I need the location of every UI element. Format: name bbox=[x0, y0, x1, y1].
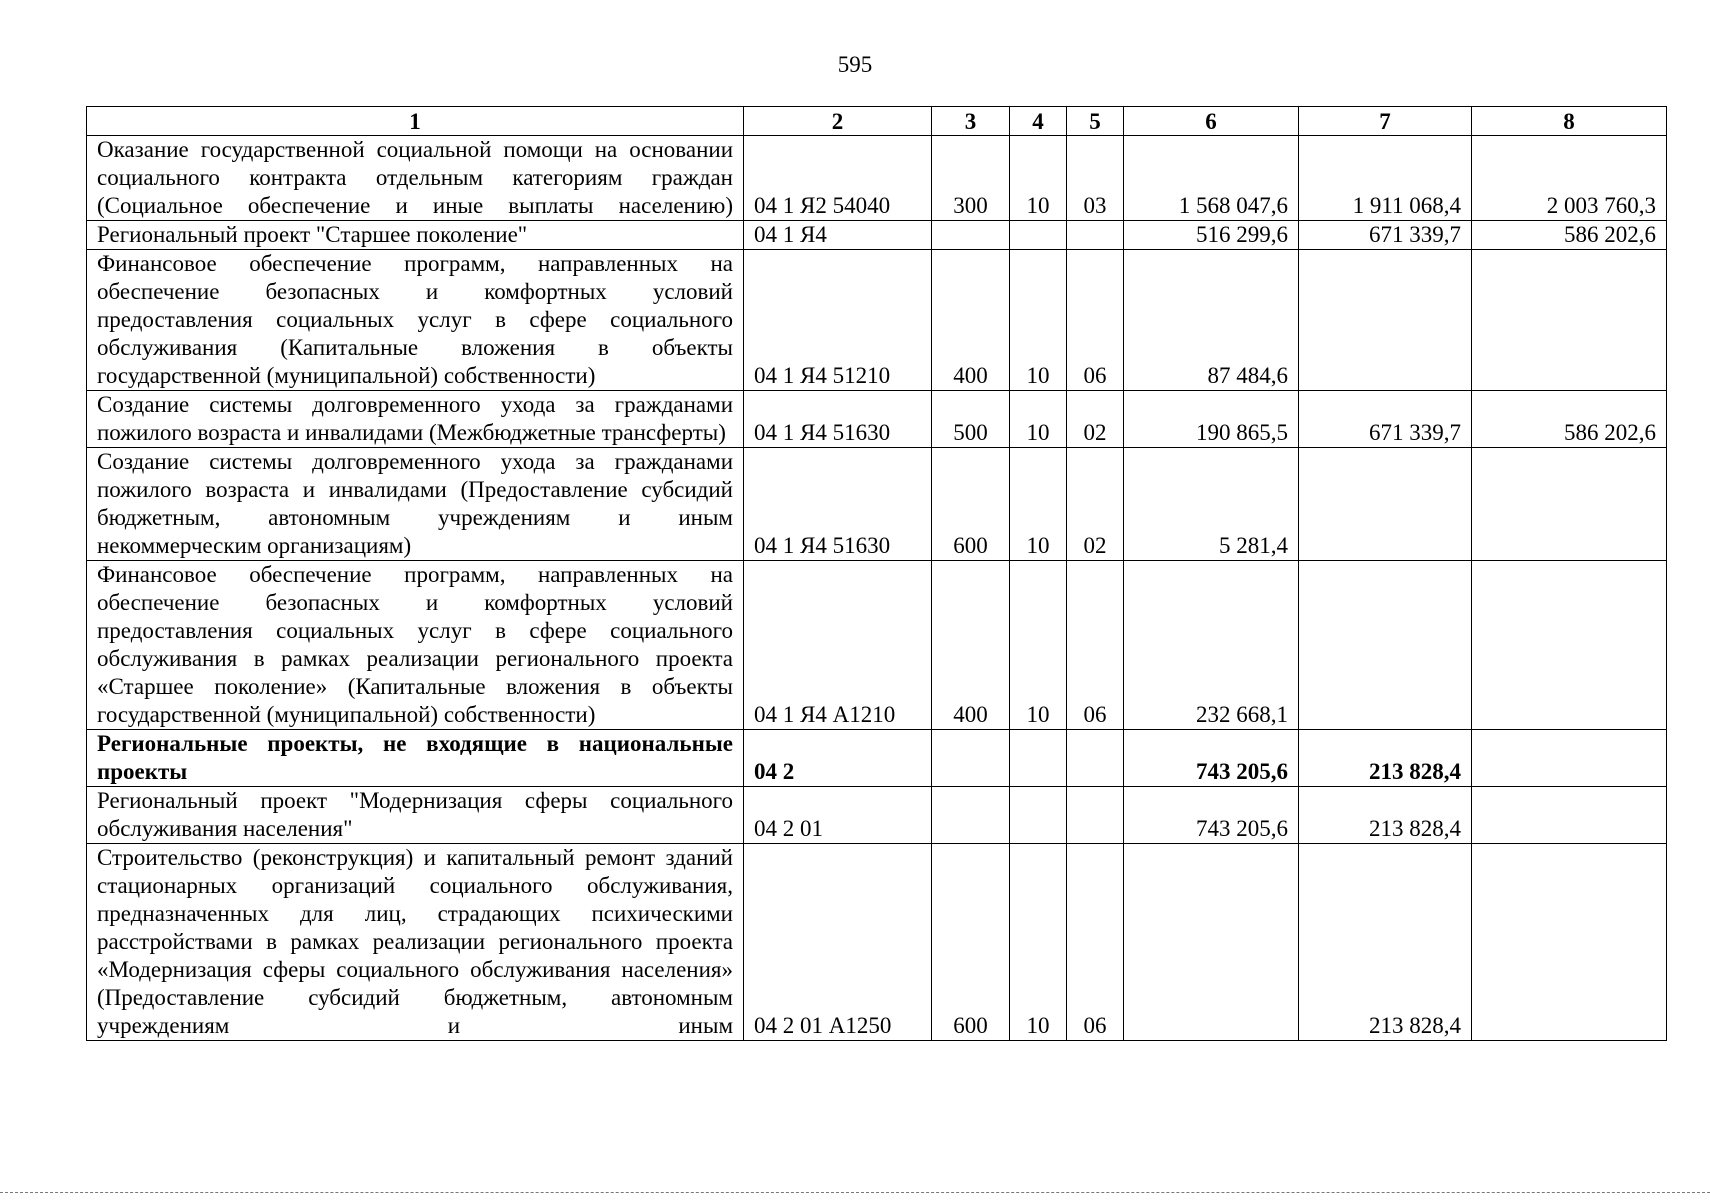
row-col-3: 400 bbox=[932, 250, 1010, 391]
row-col-7: 671 339,7 bbox=[1299, 221, 1472, 250]
row-col-7 bbox=[1299, 250, 1472, 391]
row-code: 04 1 Я4 51630 bbox=[744, 448, 932, 561]
row-col-3: 300 bbox=[932, 136, 1010, 221]
row-col-4: 10 bbox=[1010, 136, 1067, 221]
row-col-7: 1 911 068,4 bbox=[1299, 136, 1472, 221]
row-col-6 bbox=[1124, 844, 1299, 1041]
row-col-3 bbox=[932, 221, 1010, 250]
header-col-6: 6 bbox=[1124, 107, 1299, 136]
table-row bbox=[87, 136, 1667, 221]
table-row bbox=[87, 391, 1667, 448]
header-col-8: 8 bbox=[1472, 107, 1667, 136]
row-col-8: 2 003 760,3 bbox=[1472, 136, 1667, 221]
row-col-3: 500 bbox=[932, 391, 1010, 448]
row-code: 04 2 01 А1250 bbox=[744, 844, 932, 1041]
row-col-4: 10 bbox=[1010, 391, 1067, 448]
row-col-6: 743 205,6 bbox=[1124, 730, 1299, 787]
row-col-8 bbox=[1472, 844, 1667, 1041]
row-code: 04 1 Я4 bbox=[744, 221, 932, 250]
row-col-4 bbox=[1010, 221, 1067, 250]
row-col-4: 10 bbox=[1010, 250, 1067, 391]
row-col-5: 06 bbox=[1067, 844, 1124, 1041]
row-col-4: 10 bbox=[1010, 561, 1067, 730]
row-name: Оказание государственной социальной помощи на основании социального контракта отдельным категориям граждан (Социальное обеспечение и иные выплаты населению) bbox=[87, 136, 744, 221]
row-col-5: 02 bbox=[1067, 448, 1124, 561]
row-col-3 bbox=[932, 787, 1010, 844]
row-col-4 bbox=[1010, 730, 1067, 787]
row-col-4: 10 bbox=[1010, 844, 1067, 1041]
row-code: 04 1 Я4 А1210 bbox=[744, 561, 932, 730]
row-name: Создание системы долговременного ухода за гражданами пожилого возраста и инвалидами (Межбюджетные трансферты) bbox=[87, 391, 744, 448]
row-col-5 bbox=[1067, 730, 1124, 787]
row-col-7: 213 828,4 bbox=[1299, 787, 1472, 844]
row-col-4: 10 bbox=[1010, 448, 1067, 561]
row-col-5 bbox=[1067, 221, 1124, 250]
row-col-3 bbox=[932, 730, 1010, 787]
page-number: 595 bbox=[837, 52, 873, 77]
row-col-6: 516 299,6 bbox=[1124, 221, 1299, 250]
row-code: 04 1 Я4 51210 bbox=[744, 250, 932, 391]
row-col-3: 600 bbox=[932, 448, 1010, 561]
row-col-8: 586 202,6 bbox=[1472, 221, 1667, 250]
row-code: 04 2 01 bbox=[744, 787, 932, 844]
header-col-2: 2 bbox=[744, 107, 932, 136]
row-col-5: 06 bbox=[1067, 250, 1124, 391]
row-col-6: 743 205,6 bbox=[1124, 787, 1299, 844]
row-col-5: 02 bbox=[1067, 391, 1124, 448]
row-col-6: 5 281,4 bbox=[1124, 448, 1299, 561]
table-row bbox=[87, 250, 1667, 391]
row-col-8 bbox=[1472, 448, 1667, 561]
row-code: 04 2 bbox=[744, 730, 932, 787]
row-col-7: 213 828,4 bbox=[1299, 844, 1472, 1041]
row-name: Региональные проекты, не входящие в национальные проекты bbox=[87, 730, 744, 787]
row-col-6: 1 568 047,6 bbox=[1124, 136, 1299, 221]
row-col-6: 190 865,5 bbox=[1124, 391, 1299, 448]
row-col-5: 03 bbox=[1067, 136, 1124, 221]
header-col-1: 1 bbox=[87, 107, 744, 136]
row-col-7 bbox=[1299, 561, 1472, 730]
row-col-5 bbox=[1067, 787, 1124, 844]
row-code: 04 1 Я4 51630 bbox=[744, 391, 932, 448]
row-col-6: 232 668,1 bbox=[1124, 561, 1299, 730]
budget-table bbox=[86, 106, 1667, 1041]
row-name: Финансовое обеспечение программ, направленных на обеспечение безопасных и комфортных условий предоставления социальных услуг в сфере социального обслуживания (Капитальные вложения в объекты государственной (муниципальной) собственности) bbox=[87, 250, 744, 391]
row-col-8 bbox=[1472, 561, 1667, 730]
table-row bbox=[87, 844, 1667, 1041]
row-col-7: 213 828,4 bbox=[1299, 730, 1472, 787]
row-col-4 bbox=[1010, 787, 1067, 844]
row-name: Создание системы долговременного ухода за гражданами пожилого возраста и инвалидами (Предоставление субсидий бюджетным, автономным учреждениям и иным некоммерческим организациям) bbox=[87, 448, 744, 561]
row-col-5: 06 bbox=[1067, 561, 1124, 730]
row-name: Региональный проект "Старшее поколение" bbox=[87, 221, 744, 250]
table-row bbox=[87, 730, 1667, 787]
page-bottom-rule bbox=[0, 1192, 1710, 1193]
table-row bbox=[87, 561, 1667, 730]
row-col-8 bbox=[1472, 787, 1667, 844]
row-name: Региональный проект "Модернизация сферы социального обслуживания населения" bbox=[87, 787, 744, 844]
row-col-8: 586 202,6 bbox=[1472, 391, 1667, 448]
table-row bbox=[87, 787, 1667, 844]
row-col-3: 600 bbox=[932, 844, 1010, 1041]
header-col-4: 4 bbox=[1010, 107, 1067, 136]
header-col-7: 7 bbox=[1299, 107, 1472, 136]
row-col-7 bbox=[1299, 448, 1472, 561]
header-col-5: 5 bbox=[1067, 107, 1124, 136]
header-row bbox=[87, 107, 1667, 136]
row-name: Финансовое обеспечение программ, направленных на обеспечение безопасных и комфортных условий предоставления социальных услуг в сфере социального обслуживания в рамках реализации регионального проекта «Старшее поколение» (Капитальные вложения в объекты государственной (муниципальной) собственности) bbox=[87, 561, 744, 730]
row-col-7: 671 339,7 bbox=[1299, 391, 1472, 448]
row-col-3: 400 bbox=[932, 561, 1010, 730]
row-name: Строительство (реконструкция) и капитальный ремонт зданий стационарных организаций социального обслуживания, предназначенных для лиц, страдающих психическими расстройствами в рамках реализации регионального проекта «Модернизация сферы социального обслуживания населения» (Предоставление субсидий бюджетным, автономным учреждениям и иным bbox=[87, 844, 744, 1041]
table-row bbox=[87, 221, 1667, 250]
row-col-6: 87 484,6 bbox=[1124, 250, 1299, 391]
header-col-3: 3 bbox=[932, 107, 1010, 136]
row-code: 04 1 Я2 54040 bbox=[744, 136, 932, 221]
table-row bbox=[87, 448, 1667, 561]
row-col-8 bbox=[1472, 730, 1667, 787]
row-col-8 bbox=[1472, 250, 1667, 391]
